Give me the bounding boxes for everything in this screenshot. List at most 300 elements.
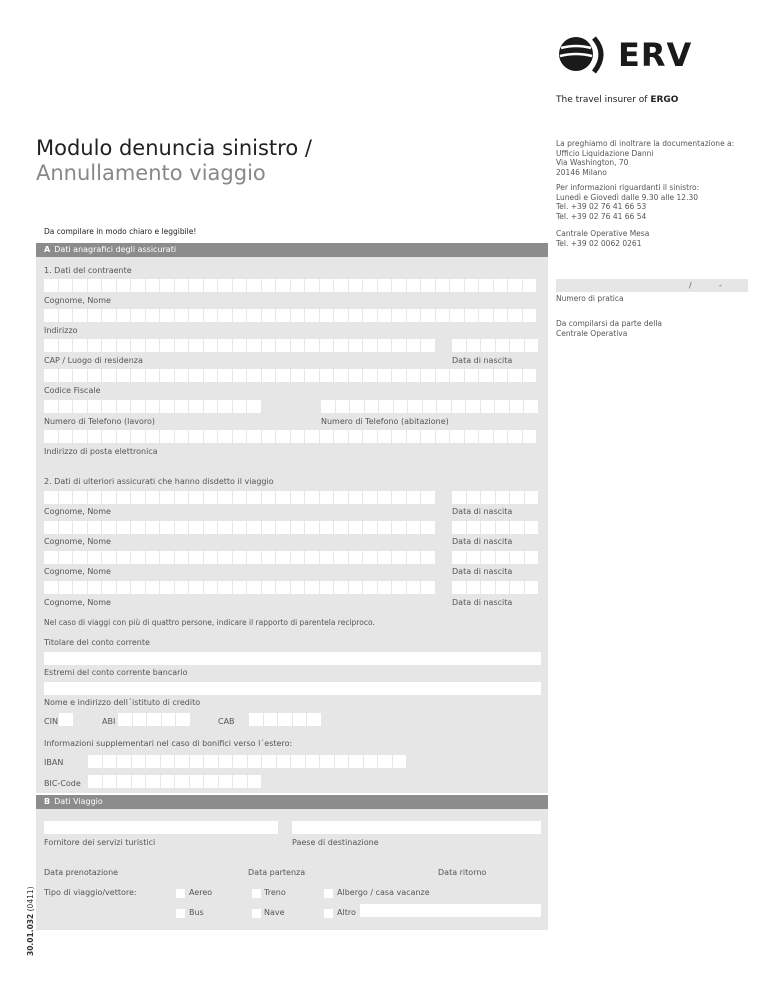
char-cell bbox=[291, 521, 305, 534]
sub2-label: 2. Dati di ulteriori assicurati che hanno disdetto il viaggio bbox=[44, 477, 274, 486]
char-cell bbox=[102, 339, 116, 352]
char-cell bbox=[247, 279, 261, 292]
char-cell bbox=[306, 755, 320, 768]
char-cell bbox=[496, 551, 510, 564]
char-cell bbox=[508, 430, 522, 443]
char-cell bbox=[160, 551, 174, 564]
char-cell bbox=[510, 400, 524, 413]
tax-code-input[interactable] bbox=[44, 369, 536, 382]
char-cell bbox=[378, 369, 392, 382]
label-address: Indirizzo bbox=[44, 326, 78, 335]
char-cell bbox=[276, 279, 290, 292]
checkbox-albergo[interactable] bbox=[324, 889, 333, 898]
char-cell bbox=[481, 521, 495, 534]
char-cell bbox=[437, 400, 451, 413]
label-cin: CIN bbox=[44, 717, 58, 726]
checkbox-treno[interactable] bbox=[252, 889, 261, 898]
char-cell bbox=[204, 369, 218, 382]
char-cell bbox=[204, 309, 218, 322]
char-cell bbox=[175, 339, 189, 352]
char-cell bbox=[146, 279, 160, 292]
email-input[interactable] bbox=[44, 430, 536, 443]
char-cell bbox=[276, 581, 290, 594]
char-cell bbox=[276, 551, 290, 564]
cap-city-input[interactable] bbox=[44, 339, 435, 352]
char-cell bbox=[291, 309, 305, 322]
contact-line: 20146 Milano bbox=[556, 167, 607, 177]
insured-dob-2: Data di nascita bbox=[452, 537, 513, 546]
char-cell bbox=[146, 309, 160, 322]
char-cell bbox=[262, 279, 276, 292]
label-cab: CAB bbox=[218, 717, 235, 726]
contact-line: La preghiamo di inoltrare la documentazione a: bbox=[556, 139, 735, 148]
char-cell bbox=[496, 491, 510, 504]
tel-work-input[interactable] bbox=[44, 400, 261, 413]
char-cell bbox=[467, 581, 481, 594]
char-cell bbox=[160, 521, 174, 534]
char-cell bbox=[392, 279, 406, 292]
char-cell bbox=[118, 713, 132, 726]
char-cell bbox=[160, 400, 174, 413]
option-nave: Nave bbox=[264, 908, 285, 917]
char-cell bbox=[88, 551, 102, 564]
holder-field[interactable] bbox=[44, 652, 541, 665]
char-cell bbox=[160, 339, 174, 352]
insured-dob-input-3[interactable] bbox=[452, 551, 538, 564]
char-cell bbox=[175, 755, 189, 768]
char-cell bbox=[247, 521, 261, 534]
contact-line: Tel. +39 02 76 41 66 54 bbox=[556, 211, 647, 221]
char-cell bbox=[479, 309, 493, 322]
char-cell bbox=[277, 755, 291, 768]
char-cell bbox=[421, 309, 435, 322]
char-cell bbox=[233, 400, 247, 413]
char-cell bbox=[494, 430, 508, 443]
cin-input[interactable] bbox=[59, 713, 73, 726]
char-cell bbox=[408, 400, 422, 413]
char-cell bbox=[233, 339, 247, 352]
char-cell bbox=[73, 551, 87, 564]
contact-line: Tel. +39 02 0062 0261 bbox=[556, 238, 642, 248]
practice-slash: / bbox=[689, 281, 692, 290]
char-cell bbox=[523, 369, 537, 382]
char-cell bbox=[407, 279, 421, 292]
char-cell bbox=[349, 581, 363, 594]
char-cell bbox=[407, 339, 421, 352]
char-cell bbox=[131, 400, 145, 413]
char-cell bbox=[131, 279, 145, 292]
contact-line: Ufficio Liquidazione Danni bbox=[556, 148, 654, 158]
char-cell bbox=[204, 775, 218, 788]
insured-name-input-4[interactable] bbox=[44, 581, 435, 594]
char-cell bbox=[59, 581, 73, 594]
char-cell bbox=[73, 521, 87, 534]
char-cell bbox=[218, 369, 232, 382]
char-cell bbox=[350, 400, 364, 413]
char-cell bbox=[175, 369, 189, 382]
char-cell bbox=[131, 430, 145, 443]
char-cell bbox=[305, 581, 319, 594]
char-cell bbox=[494, 309, 508, 322]
char-cell bbox=[189, 369, 203, 382]
char-cell bbox=[467, 339, 481, 352]
char-cell bbox=[218, 491, 232, 504]
char-cell bbox=[44, 581, 58, 594]
insured-dob-4: Data di nascita bbox=[452, 598, 513, 607]
char-cell bbox=[305, 339, 319, 352]
label-destination: Paese di destinazione bbox=[292, 838, 379, 847]
char-cell bbox=[160, 581, 174, 594]
section-b-title: Dati Viaggio bbox=[54, 797, 103, 806]
char-cell bbox=[510, 339, 524, 352]
char-cell bbox=[117, 400, 131, 413]
char-cell bbox=[73, 491, 87, 504]
char-cell bbox=[363, 369, 377, 382]
account-field[interactable] bbox=[44, 682, 541, 695]
note-four-persons: Nel caso di viaggi con più di quattro persone, indicare il rapporto di parentela reciproco. bbox=[44, 618, 375, 627]
char-cell bbox=[479, 430, 493, 443]
char-cell bbox=[233, 279, 247, 292]
checkbox-nave[interactable] bbox=[252, 909, 261, 918]
char-cell bbox=[44, 400, 58, 413]
char-cell bbox=[262, 369, 276, 382]
char-cell bbox=[44, 521, 58, 534]
option-bus: Bus bbox=[189, 908, 204, 917]
char-cell bbox=[59, 551, 73, 564]
char-cell bbox=[510, 551, 524, 564]
char-cell bbox=[176, 713, 190, 726]
char-cell bbox=[160, 491, 174, 504]
char-cell bbox=[465, 430, 479, 443]
char-cell bbox=[59, 713, 73, 726]
label-account: Estremi del conto corrente bancario bbox=[44, 668, 188, 677]
char-cell bbox=[131, 339, 145, 352]
label-trip-type: Tipo di viaggio/vettore: bbox=[44, 888, 137, 897]
char-cell bbox=[175, 491, 189, 504]
char-cell bbox=[291, 279, 305, 292]
section-a-title: Dati anagrafici degli assicurati bbox=[54, 245, 177, 254]
char-cell bbox=[146, 581, 160, 594]
char-cell bbox=[363, 521, 377, 534]
char-cell bbox=[59, 491, 73, 504]
cab-input[interactable] bbox=[249, 713, 321, 726]
char-cell bbox=[117, 339, 131, 352]
char-cell bbox=[146, 755, 160, 768]
char-cell bbox=[189, 430, 203, 443]
char-cell bbox=[392, 369, 406, 382]
char-cell bbox=[320, 521, 334, 534]
char-cell bbox=[219, 755, 233, 768]
insured-dob-input-2[interactable] bbox=[452, 521, 538, 534]
option-treno: Treno bbox=[264, 888, 286, 897]
char-cell bbox=[233, 755, 247, 768]
char-cell bbox=[496, 521, 510, 534]
char-cell bbox=[204, 551, 218, 564]
erv-logo-icon bbox=[556, 32, 612, 78]
char-cell bbox=[291, 339, 305, 352]
char-cell bbox=[262, 309, 276, 322]
char-cell bbox=[233, 775, 247, 788]
option-altro: Altro bbox=[337, 908, 356, 917]
insured-name-input-2[interactable] bbox=[44, 521, 435, 534]
char-cell bbox=[103, 775, 117, 788]
char-cell bbox=[407, 430, 421, 443]
char-cell bbox=[436, 369, 450, 382]
char-cell bbox=[131, 551, 145, 564]
char-cell bbox=[102, 491, 116, 504]
char-cell bbox=[204, 581, 218, 594]
char-cell bbox=[293, 713, 307, 726]
char-cell bbox=[363, 309, 377, 322]
char-cell bbox=[421, 369, 435, 382]
char-cell bbox=[305, 279, 319, 292]
char-cell bbox=[378, 309, 392, 322]
char-cell bbox=[218, 581, 232, 594]
char-cell bbox=[291, 581, 305, 594]
insured-dob-input-1[interactable] bbox=[452, 491, 538, 504]
char-cell bbox=[305, 521, 319, 534]
section-b-letter: B bbox=[44, 797, 51, 806]
char-cell bbox=[73, 309, 87, 322]
char-cell bbox=[204, 491, 218, 504]
char-cell bbox=[248, 755, 262, 768]
char-cell bbox=[276, 491, 290, 504]
provider-field[interactable] bbox=[44, 821, 278, 834]
form-code-date: (0411) bbox=[26, 886, 35, 912]
char-cell bbox=[247, 581, 261, 594]
label-tel-work: Numero di Telefono (lavoro) bbox=[44, 417, 155, 426]
char-cell bbox=[233, 551, 247, 564]
char-cell bbox=[189, 400, 203, 413]
char-cell bbox=[132, 755, 146, 768]
dob-input[interactable] bbox=[452, 339, 538, 352]
char-cell bbox=[117, 279, 131, 292]
char-cell bbox=[479, 369, 493, 382]
char-cell bbox=[131, 491, 145, 504]
insured-name-input-3[interactable] bbox=[44, 551, 435, 564]
char-cell bbox=[233, 369, 247, 382]
char-cell bbox=[291, 491, 305, 504]
char-cell bbox=[320, 581, 334, 594]
label-provider: Fornitore dei servizi turistici bbox=[44, 838, 156, 847]
char-cell bbox=[117, 309, 131, 322]
char-cell bbox=[421, 430, 435, 443]
char-cell bbox=[436, 279, 450, 292]
insured-name-input-1[interactable] bbox=[44, 491, 435, 504]
char-cell bbox=[117, 551, 131, 564]
char-cell bbox=[73, 369, 87, 382]
char-cell bbox=[436, 309, 450, 322]
char-cell bbox=[334, 309, 348, 322]
char-cell bbox=[305, 430, 319, 443]
char-cell bbox=[204, 339, 218, 352]
label-institute: Nome e indirizzo dell´istituto di credito bbox=[44, 698, 201, 707]
char-cell bbox=[423, 400, 437, 413]
checkbox-altro[interactable] bbox=[324, 909, 333, 918]
char-cell bbox=[452, 491, 466, 504]
char-cell bbox=[349, 430, 363, 443]
char-cell bbox=[147, 713, 161, 726]
char-cell bbox=[496, 339, 510, 352]
char-cell bbox=[334, 551, 348, 564]
char-cell bbox=[190, 755, 204, 768]
char-cell bbox=[363, 491, 377, 504]
char-cell bbox=[117, 775, 131, 788]
char-cell bbox=[336, 400, 350, 413]
char-cell bbox=[218, 279, 232, 292]
checkbox-bus[interactable] bbox=[176, 909, 185, 918]
abi-input[interactable] bbox=[118, 713, 190, 726]
char-cell bbox=[276, 309, 290, 322]
char-cell bbox=[495, 400, 509, 413]
char-cell bbox=[363, 279, 377, 292]
insured-dob-1: Data di nascita bbox=[452, 507, 513, 516]
section-a-header bbox=[36, 243, 548, 257]
contact-line: Lunedì e Giovedì dalle 9.30 alle 12.30 bbox=[556, 192, 698, 202]
contractor-name-input[interactable] bbox=[44, 279, 536, 292]
char-cell bbox=[276, 369, 290, 382]
side-form-code bbox=[26, 886, 35, 956]
contact-block-1 bbox=[556, 139, 756, 177]
char-cell bbox=[421, 339, 435, 352]
char-cell bbox=[162, 713, 176, 726]
char-cell bbox=[510, 521, 524, 534]
char-cell bbox=[88, 430, 102, 443]
char-cell bbox=[349, 369, 363, 382]
char-cell bbox=[450, 279, 464, 292]
char-cell bbox=[363, 581, 377, 594]
char-cell bbox=[496, 581, 510, 594]
char-cell bbox=[247, 430, 261, 443]
char-cell bbox=[233, 581, 247, 594]
char-cell bbox=[44, 339, 58, 352]
label-holder: Titolare del conto corrente bbox=[44, 638, 150, 647]
insured-dob-input-4[interactable] bbox=[452, 581, 538, 594]
char-cell bbox=[218, 551, 232, 564]
char-cell bbox=[161, 755, 175, 768]
char-cell bbox=[349, 339, 363, 352]
char-cell bbox=[481, 339, 495, 352]
char-cell bbox=[160, 369, 174, 382]
destination-field[interactable] bbox=[292, 821, 541, 834]
char-cell bbox=[189, 491, 203, 504]
char-cell bbox=[392, 309, 406, 322]
char-cell bbox=[73, 279, 87, 292]
char-cell bbox=[452, 339, 466, 352]
char-cell bbox=[320, 279, 334, 292]
char-cell bbox=[320, 339, 334, 352]
char-cell bbox=[276, 339, 290, 352]
char-cell bbox=[291, 430, 305, 443]
char-cell bbox=[349, 491, 363, 504]
char-cell bbox=[421, 279, 435, 292]
char-cell bbox=[320, 369, 334, 382]
char-cell bbox=[88, 775, 102, 788]
char-cell bbox=[523, 279, 537, 292]
char-cell bbox=[262, 755, 276, 768]
char-cell bbox=[452, 551, 466, 564]
char-cell bbox=[102, 551, 116, 564]
checkbox-aereo[interactable] bbox=[176, 889, 185, 898]
char-cell bbox=[44, 279, 58, 292]
char-cell bbox=[349, 309, 363, 322]
char-cell bbox=[378, 430, 392, 443]
practice-number-field[interactable] bbox=[556, 279, 748, 292]
char-cell bbox=[320, 309, 334, 322]
char-cell bbox=[481, 491, 495, 504]
char-cell bbox=[466, 400, 480, 413]
label-tel-home: Numero di Telefono (abitazione) bbox=[321, 417, 449, 426]
char-cell bbox=[363, 551, 377, 564]
char-cell bbox=[102, 309, 116, 322]
char-cell bbox=[291, 755, 305, 768]
tel-home-input[interactable] bbox=[321, 400, 538, 413]
char-cell bbox=[481, 551, 495, 564]
char-cell bbox=[190, 775, 204, 788]
char-cell bbox=[59, 430, 73, 443]
insured-name-2: Cognome, Nome bbox=[44, 537, 111, 546]
char-cell bbox=[508, 309, 522, 322]
char-cell bbox=[407, 491, 421, 504]
iban-input[interactable] bbox=[88, 755, 406, 768]
char-cell bbox=[334, 581, 348, 594]
char-cell bbox=[305, 551, 319, 564]
char-cell bbox=[160, 430, 174, 443]
char-cell bbox=[44, 430, 58, 443]
char-cell bbox=[378, 581, 392, 594]
title-line1: Modulo denuncia sinistro / bbox=[36, 136, 312, 160]
char-cell bbox=[407, 551, 421, 564]
char-cell bbox=[452, 521, 466, 534]
char-cell bbox=[392, 430, 406, 443]
char-cell bbox=[204, 400, 218, 413]
char-cell bbox=[334, 491, 348, 504]
char-cell bbox=[510, 581, 524, 594]
char-cell bbox=[421, 491, 435, 504]
char-cell bbox=[102, 400, 116, 413]
char-cell bbox=[394, 400, 408, 413]
altro-field[interactable] bbox=[360, 904, 541, 917]
char-cell bbox=[393, 755, 407, 768]
char-cell bbox=[320, 491, 334, 504]
label-cap: CAP / Luogo di residenza bbox=[44, 356, 143, 365]
char-cell bbox=[44, 309, 58, 322]
char-cell bbox=[378, 551, 392, 564]
char-cell bbox=[102, 279, 116, 292]
char-cell bbox=[161, 775, 175, 788]
char-cell bbox=[102, 369, 116, 382]
label-iban: IBAN bbox=[44, 758, 64, 767]
char-cell bbox=[525, 581, 539, 594]
char-cell bbox=[262, 491, 276, 504]
char-cell bbox=[452, 400, 466, 413]
char-cell bbox=[450, 430, 464, 443]
char-cell bbox=[117, 369, 131, 382]
char-cell bbox=[175, 581, 189, 594]
bic-input[interactable] bbox=[88, 775, 261, 788]
char-cell bbox=[146, 369, 160, 382]
erv-logo bbox=[556, 32, 706, 82]
label-cf: Codice Fiscale bbox=[44, 386, 101, 395]
char-cell bbox=[334, 279, 348, 292]
address-input[interactable] bbox=[44, 309, 536, 322]
char-cell bbox=[88, 339, 102, 352]
char-cell bbox=[379, 400, 393, 413]
option-albergo: Albergo / casa vacanze bbox=[337, 888, 430, 897]
insured-name-3: Cognome, Nome bbox=[44, 567, 111, 576]
insured-name-1: Cognome, Nome bbox=[44, 507, 111, 516]
char-cell bbox=[247, 551, 261, 564]
